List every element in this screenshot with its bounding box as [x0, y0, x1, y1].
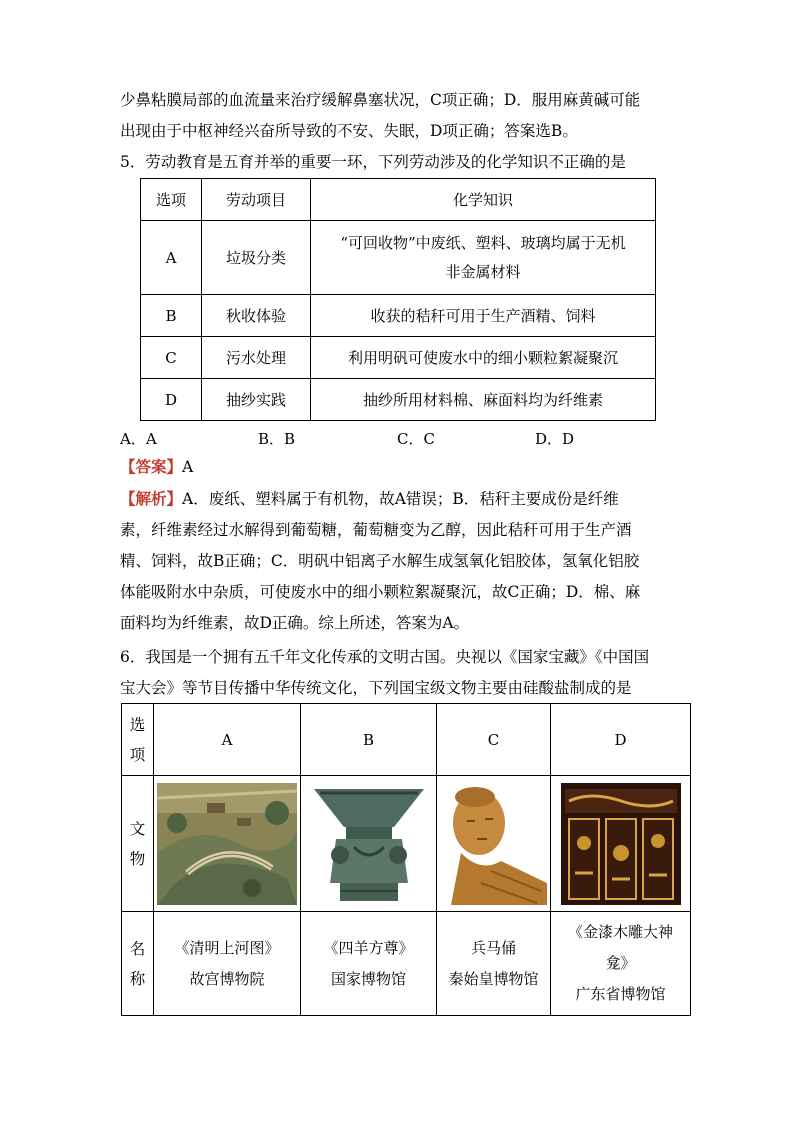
relic-c-cell	[437, 776, 551, 912]
answer-value: A	[182, 458, 194, 476]
relic-d-title-2: 龛》	[605, 954, 636, 972]
relic-b-name	[301, 912, 437, 1016]
q6-stem-line-2: 宝大会》等节目传播中华传统文化，下列国宝级文物主要由硅酸盐制成的是	[120, 679, 632, 697]
q6-col-c: C	[437, 704, 551, 776]
q5-table-header	[141, 179, 656, 221]
relic-a-museum: 故宫博物院	[189, 969, 265, 988]
table-row	[141, 221, 656, 295]
relic-c-name	[437, 912, 551, 1016]
q5-row-knowledge: 抽纱所用材料棉、麻面料均为纤维素	[311, 379, 656, 421]
table-row	[141, 295, 656, 337]
q5-analysis-line-5: 面料均为纤维素，故D正确。综上所述，答案为A。	[120, 614, 470, 632]
intro-line-2: 出现由于中枢神经兴奋所导致的不安、失眠，D项正确；答案选B。	[120, 122, 578, 140]
table-row	[141, 379, 656, 421]
q5-analysis-line-1	[120, 489, 619, 509]
q5-row-knowledge	[311, 221, 656, 295]
q5-stem: 5．劳动教育是五育并举的重要一环，下列劳动涉及的化学知识不正确的是	[120, 153, 626, 171]
relic-b-cell	[301, 776, 437, 912]
relic-c-museum: 秦始皇博物馆	[448, 969, 539, 988]
relic-a-cell	[154, 776, 301, 912]
q5-row-knowledge-line2: 非金属材料	[445, 262, 521, 281]
relic-b-title: 《四羊方尊》	[323, 938, 414, 957]
q5-row-option: A	[141, 221, 202, 295]
q6-table	[121, 703, 691, 1016]
relic-a-title: 《清明上河图》	[174, 938, 280, 957]
q5-row-knowledge: 收获的秸秆可用于生产酒精、饲料	[311, 295, 656, 337]
four-goat-zun-image	[310, 783, 428, 905]
relic-d-museum: 广东省博物馆	[575, 985, 666, 1003]
q6-relic-label	[122, 776, 154, 912]
relic-c-title: 兵马俑	[470, 938, 516, 957]
q5-row-item: 污水处理	[202, 337, 311, 379]
q6-relic-row	[122, 776, 691, 912]
q5-option-d: D．D	[535, 430, 575, 448]
q6-name-label	[122, 912, 154, 1016]
q5-header-item: 劳动项目	[202, 179, 311, 221]
table-row	[141, 337, 656, 379]
q6-name-label-1: 名	[129, 939, 146, 958]
relic-b-museum: 国家博物馆	[330, 969, 406, 988]
analysis-tag: 【解析】	[120, 489, 183, 508]
q6-relic-label-1: 文	[129, 819, 146, 838]
q5-row-knowledge-line1: “可回收物”中废纸、塑料、玻璃均属于无机	[340, 233, 626, 252]
q6-header-label	[122, 704, 154, 776]
q5-row-option: C	[141, 337, 202, 379]
intro-line-1: 少鼻粘膜局部的血流量来治疗缓解鼻塞状况，C项正确；D．服用麻黄碱可能	[120, 91, 641, 109]
q6-col-a: A	[154, 704, 301, 776]
riverside-painting-image	[157, 783, 297, 905]
q5-analysis-line-3: 精、饲料，故B正确；C．明矾中铝离子水解生成氢氧化铝胶体，氢氧化铝胶	[120, 552, 640, 570]
q6-header-label-2: 项	[129, 745, 146, 764]
q5-analysis-line-2: 素，纤维素经过水解得到葡萄糖，葡萄糖变为乙醇，因此秸秆可用于生产酒	[120, 521, 632, 539]
q5-option-b: B．B	[258, 430, 296, 448]
q6-table-header	[122, 704, 691, 776]
terracotta-warrior-image	[441, 783, 547, 905]
q5-header-knowledge: 化学知识	[311, 179, 656, 221]
q6-col-d: D	[551, 704, 691, 776]
gilded-shrine-image	[561, 783, 681, 905]
q5-row-item: 垃圾分类	[202, 221, 311, 295]
q5-option-a: A．A	[120, 430, 157, 448]
relic-a-name	[154, 912, 301, 1016]
q5-header-option: 选项	[141, 179, 202, 221]
q5-row-item: 抽纱实践	[202, 379, 311, 421]
q5-row-option: D	[141, 379, 202, 421]
analysis-text: A．废纸、塑料属于有机物，故A错误；B．秸秆主要成份是纤维	[182, 490, 619, 508]
answer-tag: 【答案】	[120, 457, 183, 476]
q6-name-row	[122, 912, 691, 1016]
q5-row-item: 秋收体验	[202, 295, 311, 337]
q6-header-label-1: 选	[129, 715, 146, 734]
q6-col-b: B	[301, 704, 437, 776]
q6-name-label-2: 称	[129, 969, 146, 988]
q5-analysis-line-4: 体能吸附水中杂质，可使废水中的细小颗粒絮凝聚沉，故C正确；D．棉、麻	[120, 583, 641, 601]
q5-row-option: B	[141, 295, 202, 337]
relic-d-title-1: 《金漆木雕大神	[567, 923, 673, 941]
q6-stem-line-1: 6．我国是一个拥有五千年文化传承的文明古国。央视以《国家宝藏》《中国国	[120, 648, 650, 666]
relic-d-name	[551, 912, 691, 1016]
q5-option-c: C．C	[397, 430, 435, 448]
q5-table	[140, 178, 656, 421]
q5-row-knowledge: 利用明矾可使废水中的细小颗粒絮凝聚沉	[311, 337, 656, 379]
q6-relic-label-2: 物	[129, 849, 146, 868]
relic-d-cell	[551, 776, 691, 912]
q5-answer	[120, 457, 193, 477]
